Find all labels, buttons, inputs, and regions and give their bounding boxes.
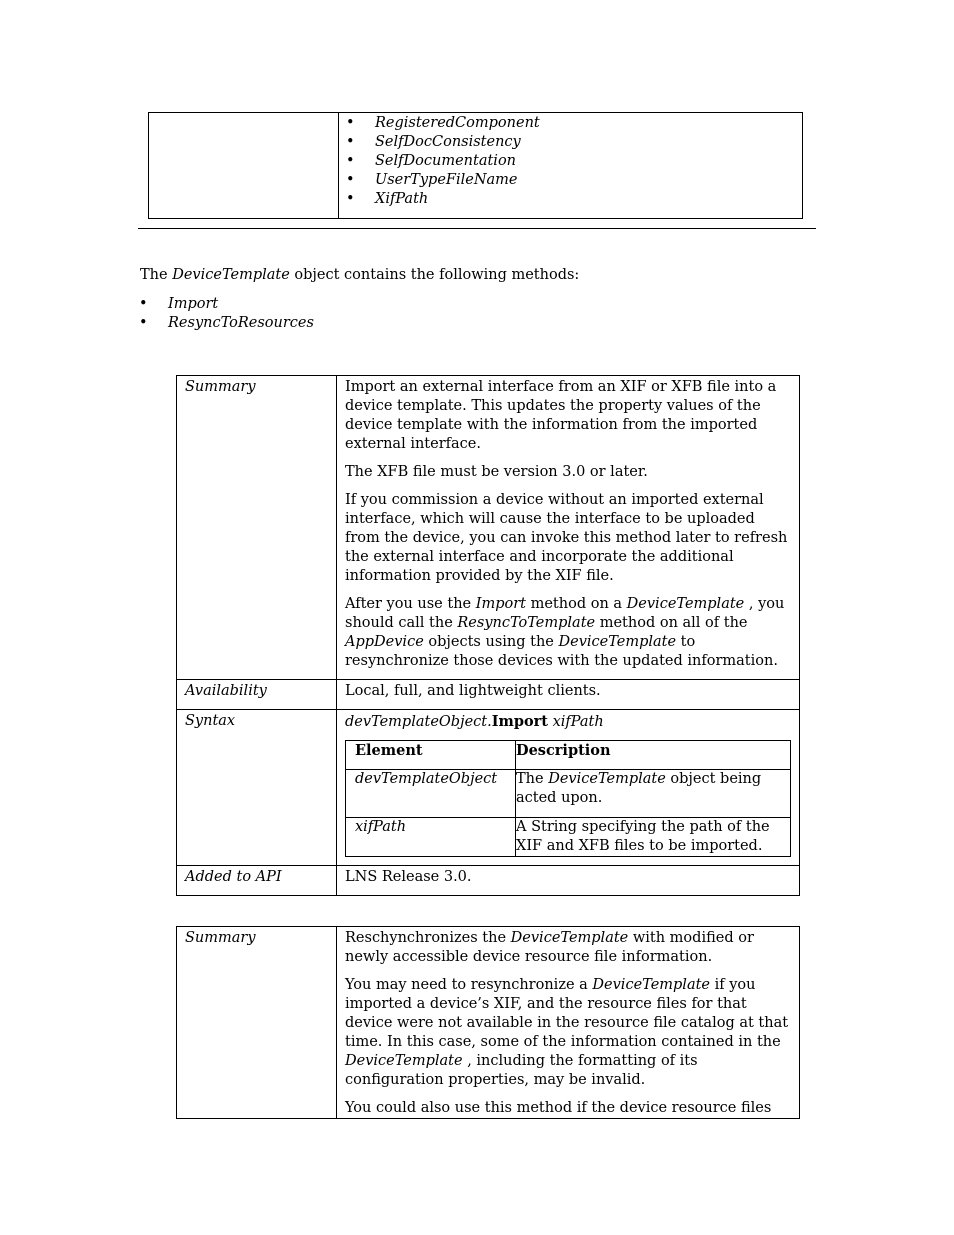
- element-name: xifPath: [346, 818, 516, 857]
- syntax-line: devTemplateObject.Import xifPath: [345, 713, 604, 730]
- added-label: Added to API: [177, 866, 337, 896]
- syntax-elements-table: [345, 740, 791, 857]
- properties-table-empty-cell: [149, 113, 339, 219]
- element-description: A String specifying the path of the XIF and XFB files to be imported.: [516, 818, 791, 857]
- description-header: Description: [516, 741, 791, 770]
- properties-table: [148, 112, 803, 219]
- syntax-row: [177, 710, 800, 866]
- properties-list-cell: [339, 113, 803, 219]
- property-item: • SelfDocConsistency: [375, 133, 794, 152]
- summary-row: [177, 927, 800, 1119]
- summary-paragraph: Import an external interface from an XIF or XFB file into a device template. This updates the property values of the device template with the information from the imported external interface.: [345, 379, 777, 452]
- added-value: LNS Release 3.0.: [345, 869, 472, 885]
- methods-intro: The DeviceTemplate object contains the following methods:: [140, 267, 580, 283]
- method-item-resync: • ResyncToResources: [168, 314, 314, 333]
- summary-paragraph: Reschynchronizes the DeviceTemplate with modified or newly accessible device resource file information.: [345, 930, 754, 965]
- added-row: [177, 866, 800, 896]
- object-name: DeviceTemplate: [172, 267, 290, 283]
- properties-list: [375, 114, 794, 209]
- summary-paragraph: After you use the Import method on a DeviceTemplate , you should call the ResyncToTemplate method on all of the AppDevice objects using the DeviceTemplate to resynchronize those devices with the updated information.: [345, 596, 785, 669]
- availability-row: [177, 680, 800, 710]
- summary-row: [177, 376, 800, 680]
- method-item-import: • Import: [168, 295, 314, 314]
- resync-method-table: [176, 926, 800, 1119]
- element-name: devTemplateObject: [346, 770, 516, 818]
- property-item: • RegisteredComponent: [375, 114, 794, 133]
- summary-paragraph: You may need to resynchronize a DeviceTemplate if you imported a device’s XIF, and the resource files for that device were not available in the resource file catalog at that time. In this case, some of the information contained in the DeviceTemplate , including the formatting of its configuration properties, may be invalid.: [345, 977, 789, 1088]
- property-item: • XifPath: [375, 190, 794, 209]
- summary-label: Summary: [177, 927, 337, 1119]
- summary-paragraph: You could also use this method if the device resource files: [345, 1100, 772, 1116]
- summary-paragraph: If you commission a device without an imported external interface, which will cause the interface to be uploaded from the device, you can invoke this method later to refresh the external interface and incorporate the additional information provided by the XIF file.: [345, 492, 788, 584]
- property-item: • UserTypeFileName: [375, 171, 794, 190]
- methods-list: [168, 295, 314, 333]
- summary-label: Summary: [177, 376, 337, 680]
- availability-label: Availability: [177, 680, 337, 710]
- element-description: The DeviceTemplate object being acted upon.: [516, 770, 791, 818]
- availability-value: Local, full, and lightweight clients.: [345, 683, 601, 699]
- element-header: Element: [346, 741, 516, 770]
- summary-paragraph: The XFB file must be version 3.0 or later.: [345, 464, 648, 480]
- section-divider: [138, 228, 816, 229]
- import-method-table: [176, 375, 800, 896]
- property-item: • SelfDocumentation: [375, 152, 794, 171]
- syntax-label: Syntax: [177, 710, 337, 866]
